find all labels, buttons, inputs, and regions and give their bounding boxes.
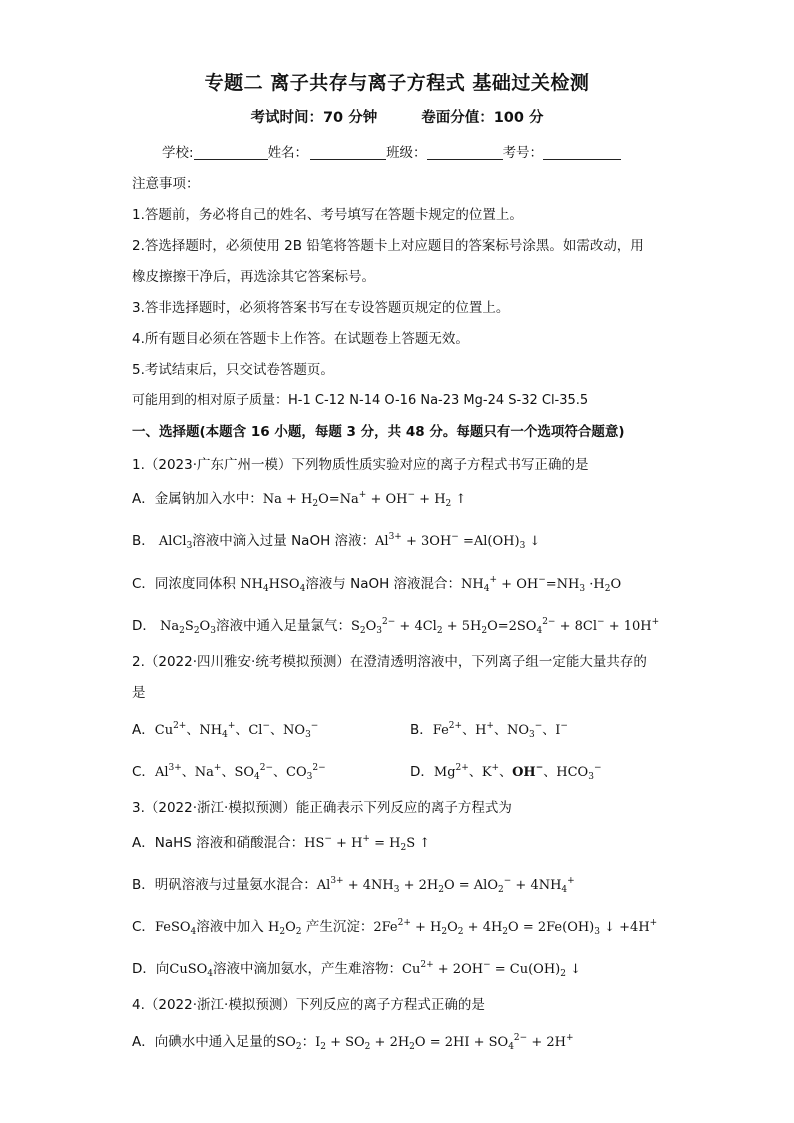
page-title: 专题二 离子共存与离子方程式 基础过关检测 bbox=[204, 72, 590, 94]
student-info bbox=[162, 141, 621, 161]
exam-meta bbox=[0, 106, 794, 127]
note-3: 3.答非选择题时，必须将答案书写在专设答题页规定的位置上。 bbox=[132, 300, 510, 316]
notes-heading: 注意事项： bbox=[132, 176, 200, 192]
school-blank[interactable] bbox=[194, 145, 268, 160]
atomic-masses: 可能用到的相对原子质量：H-1 C-12 N-14 O-16 Na-23 Mg-24 S-32 Cl-35.5 bbox=[132, 393, 589, 408]
q1-stem: 1.（2023·广东广州一模）下列物质性质实验对应的离子方程式书写正确的是 bbox=[132, 457, 589, 473]
q1-option-c[interactable]: C．同浓度同体积 $NH_4HSO_4$溶液与 NaOH 溶液混合：$NH_4^+ + OH^-=NH_3 \cdot H_2O$ bbox=[132, 575, 622, 594]
q3-option-d[interactable]: D．向CuSO$_4$溶液中滴加氨水，产生难溶物：$Cu^{2+} + 2OH^- = Cu(OH)_2$ ↓ bbox=[132, 960, 582, 979]
q4-stem: 4.（2022·浙江·模拟预测）下列反应的离子方程式正确的是 bbox=[132, 997, 485, 1013]
q2-option-a[interactable]: A．$Cu^{2+}$、$NH_4^+$、Cl−、$NO_3^-$ bbox=[132, 721, 319, 740]
q2-option-c[interactable]: C．$Al^{3+}$、Na+、$SO_4^{2-}$、$CO_3^{2-}$ bbox=[132, 763, 326, 782]
q2-option-d[interactable]: D．$Mg^{2+}$、K+、OH−、$HCO_3^-$ bbox=[410, 763, 602, 782]
note-5: 5.考试结束后，只交试卷答题页。 bbox=[132, 362, 334, 378]
class-blank[interactable] bbox=[427, 145, 503, 160]
exam-score: 卷面分值：100 分 bbox=[421, 110, 544, 126]
q4-option-a[interactable]: A．向碘水中通入足量的$SO_2$：$I_2 + SO_2 + 2H_2O = 2HI + SO_4^{2-} + 2H^+$ bbox=[132, 1033, 574, 1052]
number-blank[interactable] bbox=[543, 145, 621, 160]
note-2a: 2.答选择题时，必须使用 2B 铅笔将答题卡上对应题目的答案标号涂黑。如需改动，用 bbox=[132, 238, 644, 254]
q3-option-b[interactable]: B．明矾溶液与过量氨水混合：$Al^{3+} + 4NH_3 + 2H_2O = AlO_2^- + 4NH_4^+$ bbox=[132, 876, 575, 895]
q2-option-b[interactable]: B．$Fe^{2+}$、H+、$NO_3^-$、I− bbox=[410, 721, 568, 740]
q3-option-a[interactable]: A．NaHS 溶液和硝酸混合：$HS^- + H^+ = H_2S$ ↑ bbox=[132, 834, 431, 853]
q2-stem-2: 是 bbox=[132, 685, 146, 701]
q1-option-b[interactable]: B． AlCl$_3$溶液中滴入过量 NaOH 溶液：$Al^{3+} + 3OH^- =Al(OH)_3$ ↓ bbox=[132, 532, 541, 551]
q2-stem-1: 2.（2022·四川雅安·统考模拟预测）在澄清透明溶液中，下列离子组一定能大量共存的 bbox=[132, 654, 647, 670]
q3-stem: 3.（2022·浙江·模拟预测）能正确表示下列反应的离子方程式为 bbox=[132, 800, 512, 816]
exam-time: 考试时间：70 分钟 bbox=[250, 110, 378, 126]
note-2b: 橡皮擦擦干净后，再选涂其它答案标号。 bbox=[132, 269, 375, 285]
name-label: 姓名： bbox=[267, 145, 309, 161]
q1-option-d[interactable]: D． $Na_2S_2O_3$溶液中通入足量氯气：$S_2O_3^{2-} + 4Cl_2 + 5H_2O=2SO_4^{2-} + 8Cl^- + 10H^+$ bbox=[132, 617, 660, 636]
number-label: 考号： bbox=[502, 145, 544, 161]
q1-option-a[interactable]: A．金属钠加入水中：$Na + H_2O=Na^+ + OH^- + H_2$ ↑ bbox=[132, 490, 467, 509]
school-label: 学校: bbox=[162, 145, 194, 161]
q3-option-c[interactable]: C．FeSO$_4$溶液中加入 $H_2O_2$ 产生沉淀：$2Fe^{2+} + H_2O_2 + 4H_2O = 2Fe(OH)_3$ ↓ +4H+ bbox=[132, 918, 658, 937]
name-blank[interactable] bbox=[310, 145, 386, 160]
class-label: 班级： bbox=[386, 145, 427, 161]
section-heading: 一、选择题(本题含 16 小题，每题 3 分，共 48 分。每题只有一个选项符合题意) bbox=[132, 424, 625, 440]
note-1: 1.答题前，务必将自己的姓名、考号填写在答题卡规定的位置上。 bbox=[132, 207, 523, 223]
note-4: 4.所有题目必须在答题卡上作答。在试题卷上答题无效。 bbox=[132, 331, 469, 347]
